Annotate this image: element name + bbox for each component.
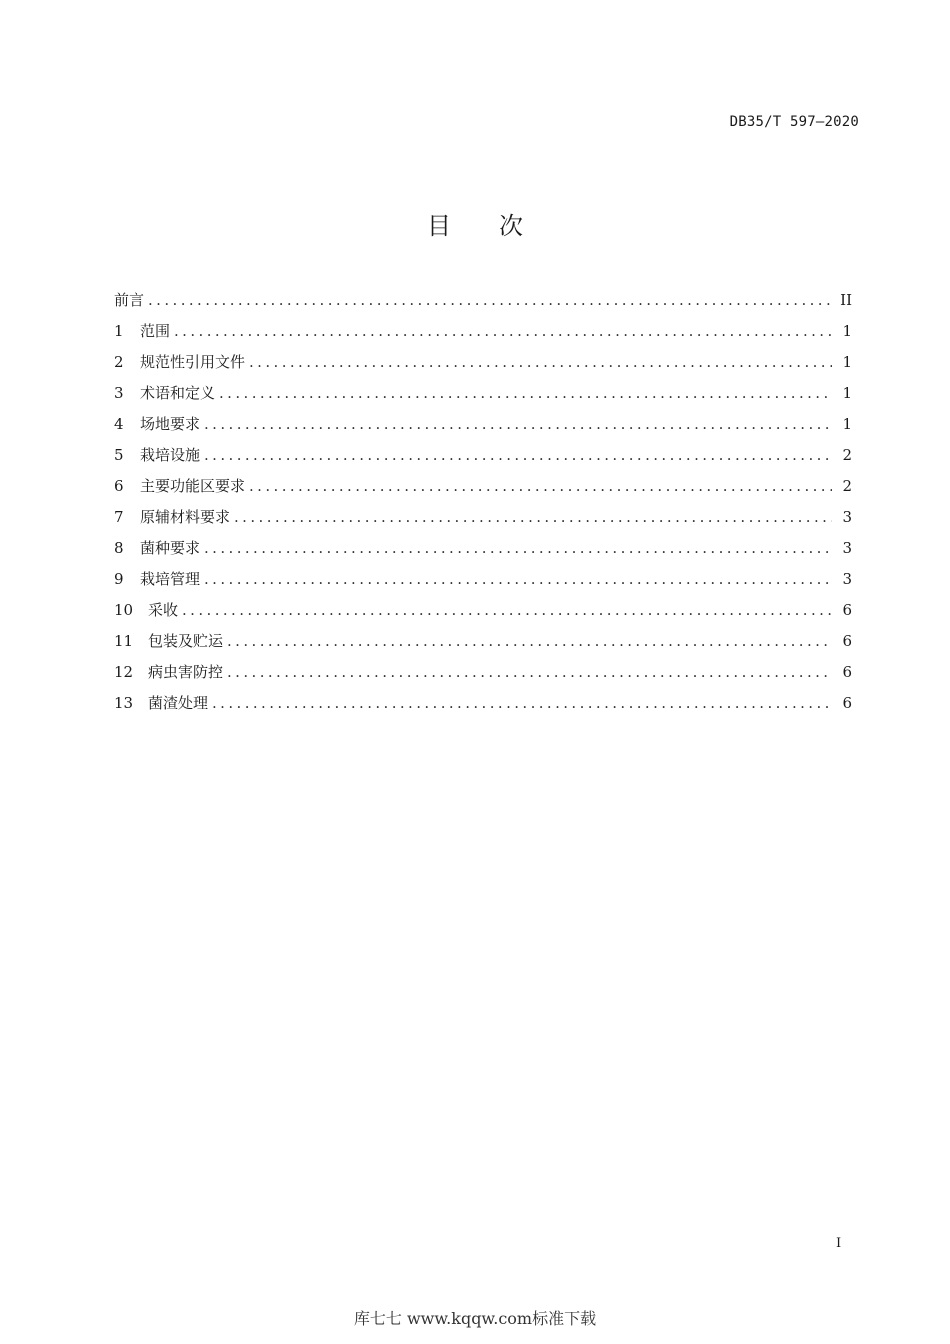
toc-entry-10[interactable] (114, 599, 852, 630)
toc-page-number: 6 (842, 663, 852, 681)
toc-entry-4[interactable] (114, 413, 852, 444)
toc-label: 前言 (114, 291, 145, 309)
toc-label: 场地要求 (140, 415, 201, 433)
toc-page-number: 3 (842, 508, 852, 526)
toc-leader-dots (148, 291, 832, 309)
toc-section-number: 1 (114, 322, 124, 340)
toc-page-number: 1 (842, 415, 852, 433)
toc-label: 规范性引用文件 (140, 353, 246, 371)
toc-section-number: 4 (114, 415, 124, 433)
toc-label: 原辅材料要求 (140, 508, 231, 526)
toc-section-number: 10 (114, 601, 134, 619)
toc-leader-dots (204, 539, 832, 557)
toc-section-number: 13 (114, 694, 134, 712)
toc-section-number: 9 (114, 570, 124, 588)
toc-page-number: 2 (842, 477, 852, 495)
toc-leader-dots (204, 415, 832, 433)
toc-leader-dots (174, 322, 832, 340)
toc-entry-9[interactable] (114, 568, 852, 599)
toc-label: 术语和定义 (140, 384, 216, 402)
toc-leader-dots (227, 632, 832, 650)
toc-entry-5[interactable] (114, 444, 852, 475)
toc-label: 菌渣处理 (148, 694, 209, 712)
toc-entry-11[interactable] (114, 630, 852, 661)
toc-entry-2[interactable] (114, 351, 852, 382)
toc-leader-dots (219, 384, 832, 402)
toc-page-number: 1 (842, 384, 852, 402)
toc-section-number: 7 (114, 508, 124, 526)
toc-page-number: II (840, 291, 852, 309)
toc-page-number: 6 (842, 601, 852, 619)
toc-entry-12[interactable] (114, 661, 852, 692)
toc-label: 栽培设施 (140, 446, 201, 464)
toc-page-number: 2 (842, 446, 852, 464)
toc-section-number: 2 (114, 353, 124, 371)
toc-label: 主要功能区要求 (140, 477, 246, 495)
toc-page-number: 1 (842, 353, 852, 371)
toc-section-number: 3 (114, 384, 124, 402)
toc-entry-6[interactable] (114, 475, 852, 506)
toc-section-number: 6 (114, 477, 124, 495)
toc-label: 栽培管理 (140, 570, 201, 588)
document-code: DB35/T 597—2020 (729, 114, 859, 130)
toc-leader-dots (182, 601, 832, 619)
toc-page-number: 3 (842, 539, 852, 557)
toc-entry-3[interactable] (114, 382, 852, 413)
toc-page-number: 6 (842, 694, 852, 712)
toc-label: 菌种要求 (140, 539, 201, 557)
toc-section-number: 11 (114, 632, 134, 650)
toc-label: 病虫害防控 (148, 663, 224, 681)
toc-section-number: 8 (114, 539, 124, 557)
toc-leader-dots (249, 353, 832, 371)
toc-entry-8[interactable] (114, 537, 852, 568)
toc-entry-7[interactable] (114, 506, 852, 537)
toc-page-number: 3 (842, 570, 852, 588)
toc-leader-dots (204, 446, 832, 464)
toc-entry-13[interactable] (114, 692, 852, 723)
page-title: 目次 (427, 212, 571, 240)
watermark-text: 库七七 www.kqqw.com标准下载 (353, 1309, 597, 1328)
page-number: I (836, 1236, 842, 1251)
toc-leader-dots (227, 663, 832, 681)
toc-entry-1[interactable] (114, 320, 852, 351)
toc-leader-dots (204, 570, 832, 588)
toc-label: 包装及贮运 (148, 632, 224, 650)
table-of-contents (114, 289, 852, 723)
toc-leader-dots (212, 694, 832, 712)
toc-section-number: 5 (114, 446, 124, 464)
toc-page-number: 1 (842, 322, 852, 340)
toc-page-number: 6 (842, 632, 852, 650)
toc-label: 采收 (148, 601, 179, 619)
toc-label: 范围 (140, 322, 171, 340)
toc-leader-dots (249, 477, 832, 495)
toc-section-number: 12 (114, 663, 134, 681)
toc-entry-foreword[interactable] (114, 289, 852, 320)
toc-leader-dots (234, 508, 832, 526)
